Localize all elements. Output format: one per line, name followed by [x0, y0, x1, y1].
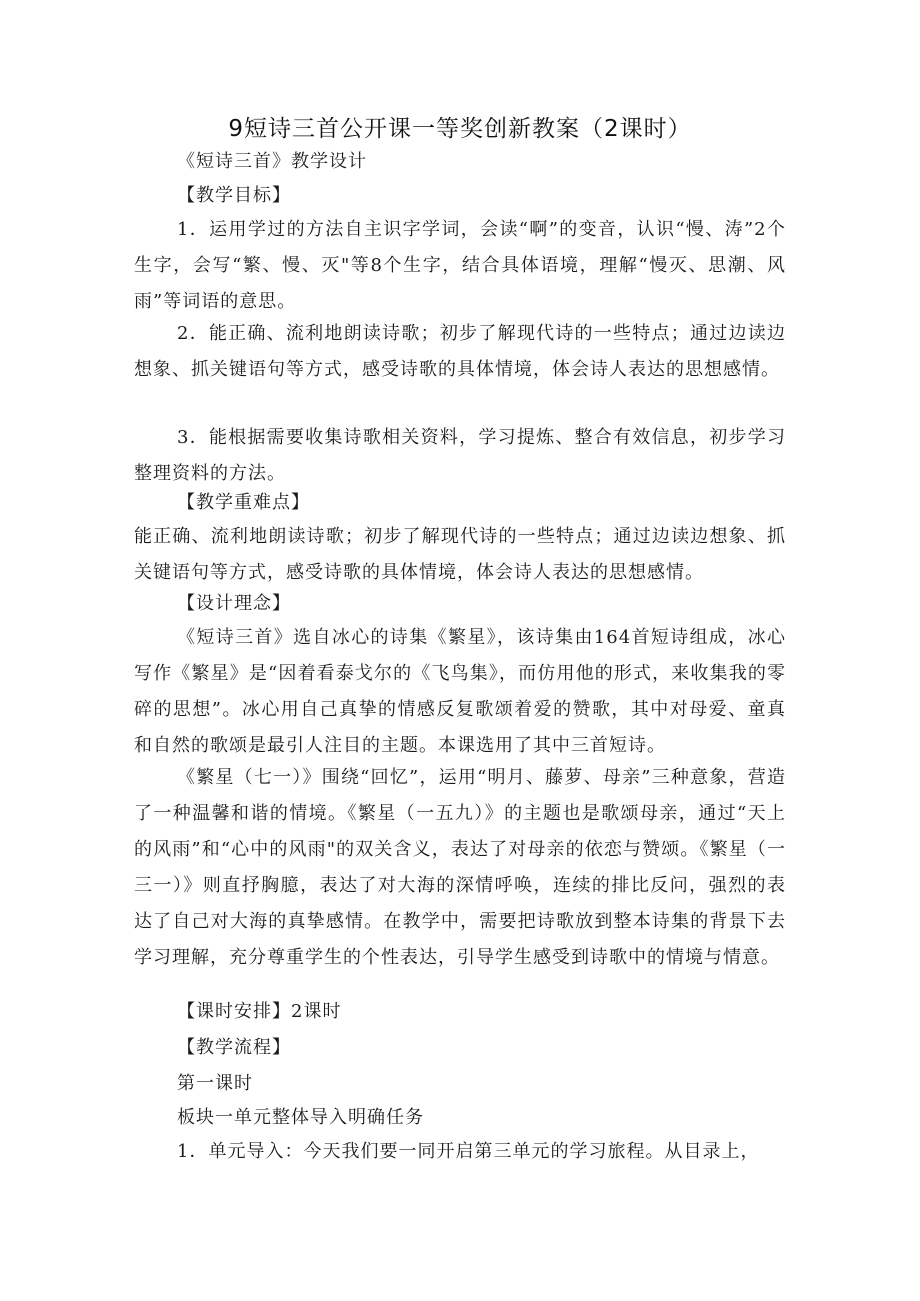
goal-1-paragraph: 1．运用学过的方法自主识字学词，会读“啊”的变音，认识“慢、涛”2个生字，会写“繁、慢、灭"等8个生字，结合具体语境，理解“慢灭、思潮、风雨”等词语的意思。 — [134, 219, 786, 312]
subtitle: 《短诗三首》教学设计 — [177, 151, 367, 172]
document-title: 9短诗三首公开课一等奖创新教案（2课时） — [228, 116, 692, 142]
concept-heading: 【设计理念】 — [177, 593, 291, 614]
goals-heading: 【教学目标】 — [177, 185, 291, 206]
goal-2-paragraph: 2．能正确、流利地朗读诗歌；初步了解现代诗的一些特点；通过边读边想象、抓关键语句等方式，感受诗歌的具体情境，体会诗人表达的思想感情。 — [134, 323, 786, 380]
concept-paragraph-2: 《繁星（七一）》围绕“回忆”，运用“明月、藤萝、母亲”三种意象，营造了一种温馨和谐的情境。《繁星（一五九）》的主题也是歌颂母亲，通过“天上的风雨”和“心中的风雨"的双关含义，表达了对母亲的依恋与赞颂。《繁星（一三一）》则直抒胸臆，表达了对大海的深情呼唤，连续的排比反问，强烈的表达了自己对大海的真挚感情。在教学中，需要把诗歌放到整本诗集的背景下去学习理解，充分尊重学生的个性表达，引导学生感受到诗歌中的情境与情意。 — [134, 767, 786, 968]
lesson-one-heading: 第一课时 — [177, 1073, 253, 1094]
block-one-heading: 板块一单元整体导入明确任务 — [177, 1107, 424, 1128]
process-heading: 【教学流程】 — [177, 1037, 291, 1058]
concept-paragraph-1: 《短诗三首》选自冰心的诗集《繁星》，该诗集由164首短诗组成，冰心写作《繁星》是“因着看泰戈尔的《飞鸟集》，而仿用他的形式，来收集我的零碎的思想”。冰心用自己真挚的情感反复歌颂着爱的赞歌，其中对母爱、童真和自然的歌颂是最引人注目的主题。本课选用了其中三首短诗。 — [134, 627, 786, 756]
schedule-line: 【课时安排】2课时 — [177, 1001, 342, 1022]
goal-3-paragraph: 3．能根据需要收集诗歌相关资料，学习提炼、整合有效信息，初步学习整理资料的方法。 — [134, 427, 786, 484]
step-1-paragraph: 1．单元导入：今天我们要一同开启第三单元的学习旅程。从目录上， — [177, 1141, 760, 1162]
key-points-heading: 【教学重难点】 — [177, 492, 310, 513]
key-points-paragraph: 能正确、流利地朗读诗歌；初步了解现代诗的一些特点；通过边读边想象、抓关键语句等方式，感受诗歌的具体情境，体会诗人表达的思想感情。 — [134, 526, 786, 583]
